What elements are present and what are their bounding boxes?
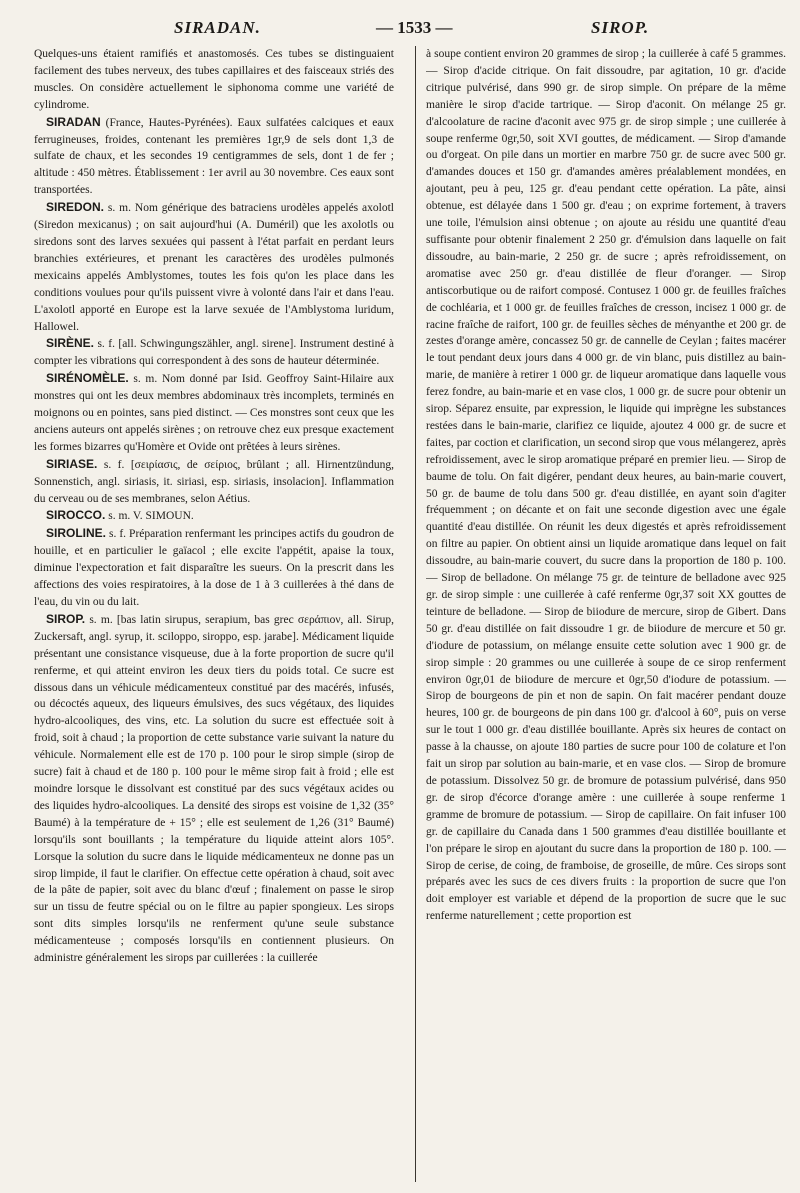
- entry-siriase: [34, 456, 394, 508]
- running-header: [24, 18, 776, 46]
- entry-text: s. f. [all. Schwingungszähler, angl. sirene]. Instrument destiné à compter les vibrations qui correspondent à des sons de hauteur déterminée.: [34, 338, 394, 368]
- entry-text: s. f. [σειρίασις, de σείριος, brûlant ; all. Hirnentzündung, Sonnenstich, angl. siriasis, it. siriasi, esp. siriasis, insolacion]. Inflammation du cerveau ou de ses membranes, selon Aétius.: [34, 458, 394, 505]
- entry-sirenomele: [34, 370, 394, 456]
- entry-siredon: [34, 199, 394, 335]
- headword: SIROCCO.: [46, 508, 106, 523]
- header-right-word: SIROP.: [591, 18, 650, 37]
- entry-sirop: [34, 611, 394, 967]
- header-left-word: SIRADAN.: [174, 18, 261, 37]
- headword: SIROP.: [46, 611, 86, 626]
- entry-sirene: [34, 335, 394, 370]
- continued-paragraph: Quelques-uns étaient ramifiés et anastomosés. Ces tubes se distinguaient facilement des tubes nerveux, des tubes capillaires et des faisceaux striés des muscles. On considère actuellement le siphonoma comme une variété de cylindrome.: [34, 48, 394, 111]
- entry-text: s. m. [bas latin sirupus, serapium, bas grec σεράπιον, all. Sirup, Zuckersaft, angl. syrup, it. sciloppo, siroppo, esp. jarabe]. Médicament liquide présentant une consistance visqueuse, due à la forte proportion de sucre qu'il renferme, et qui atteint environ les deux tiers du poids total. Ce sucre est dissous dans un véhicule médicamenteux constitué par des macérés, infusés, ou décoctés aqueux, des liqueurs émulsives, des sucs végétaux, des liquides hydro-alcooliques, des vins, etc. La solution du sucre est effectuée soit à froid, soit à chaud ; la proportion de cette substance varie suivant la nature du véhicule. Normalement elle est de 170 p. 100 pour le sirop simple (sirop de sucre) fait à chaud et de 180 p. 100 pour le même sirop fait à froid ; elle est moindre lorsque le dissolvant est constitué par des sucs végétaux acides ou des liquides hydro-alcooliques. La densité des sirops est voisine de 1,32 (35° Baumé) à la température de + 15° ; elle est seulement de 1,26 (31° Baumé) lorsqu'ils sont bouillants ; la température du liquide atteint alors 105°. Lorsque la solution du sucre dans le liquide médicamenteux ne donne pas un sirop limpide, il faut le clarifier. On effectue cette opération à chaud, soit avec de la pâte de papier, soit avec du blanc d'œuf ; finalement on passe le sirop sur un tissu de feutre spécial ou on le filtre au papier spongieux. Les sirops sont dits simples lorsqu'ils ne renferment qu'une seule substance médicamenteuse ; composés lorsqu'ils en contiennent plusieurs. On administre généralement les sirops par cuillerées : la cuillerée: [34, 613, 394, 965]
- entry-siradan: [34, 114, 394, 200]
- headword: SIRADAN: [46, 114, 101, 129]
- entry-text: s. m. Nom générique des batraciens urodèles appelés axolotl (Siredon mexicanus) ; on sait aujourd'hui (A. Duméril) que les axolotls ou siredons sont des larves sexuées qui passent à l'état parfait en perdant leurs branchies extérieures, et prenant les caractères des urodèles pulmonés mexicains appelés Amblystomes, toutes les fois qu'on les place dans les conditions voulues pour qu'ils puissent vivre à volonté dans l'air et dans l'eau. L'axolotl apporté en Europe est la larve sexuée de l'Amblystoma luridum, Hallowel.: [34, 202, 394, 333]
- entry-text: s. m. Nom donné par Isid. Geoffroy Saint-Hilaire aux monstres qui ont les deux membres abdominaux très incomplets, terminés en moignons ou en pointes, sans pied distinct. — Ces monstres sont ceux que les anciens auteurs ont appelés sirènes ; on retrouve chez eux presque exactement les formes bizarres qu'Homère et Ovide ont prêtées à leurs sirènes.: [34, 373, 394, 453]
- column-divider: [415, 46, 416, 1182]
- entry-text: s. m. V. SIMOUN.: [105, 510, 194, 523]
- entry-sirocco: [34, 507, 394, 525]
- headword: SIRÉNOMÈLE.: [46, 371, 129, 386]
- left-column: [34, 46, 394, 1182]
- headword: SIROLINE.: [46, 526, 107, 541]
- entry-text: s. f. Préparation renfermant les principes actifs du goudron de houille, et en particulier le gaïacol ; elle excite l'appétit, apaise la toux, diminue l'expectoration et fait disparaître les sueurs. On la prescrit dans les affections des voies respiratoires, à la dose de 1 à 3 cuillerées à thé dans de l'eau, du vin ou du lait.: [34, 528, 394, 608]
- headword: SIRÈNE.: [46, 336, 95, 351]
- entry-text: (France, Hautes-Pyrénées). Eaux sulfatées calciques et eaux ferrugineuses, froides, contenant les premières 1gr,9 de sels dont 1,3 de sulfate de chaux, et les secondes 19 centigrammes de sels, dont 1 de fer ; altitude : 450 mètres. Établissement : 1er avril au 30 novembre. Ces eaux sont transportées.: [34, 116, 394, 197]
- headword: SIREDON.: [46, 200, 105, 215]
- sirop-continuation: à soupe contient environ 20 grammes de sirop ; la cuillerée à café 5 grammes. — Sirop d'acide citrique. On fait dissoudre, par agitation, 10 gr. d'acide citrique pulvérisé, dans 990 gr. de sirop simple. On prépare de la même manière le sirop d'acide tartrique. — Sirop d'aconit. On mélange 25 gr. d'alcoolature de racine d'aconit avec 975 gr. de sirop simple ; une cuillerée à soupe renferme 0gr,50, soit XVI gouttes, de médicament. — Sirop d'amande ou d'orgeat. On pile dans un mortier en marbre 750 gr. de sucre avec 500 gr. d'amandes douces et 150 gr. d'amandes amères préalablement mondées, en ajoutant, peu à peu, 125 gr. d'eau pendant cette opération. La pâte, ainsi obtenue, est délayée dans 1 500 gr. d'eau ; on exprime fortement, à travers une toile, l'émulsion ainsi obtenue ; on ajoute au résidu une quantité d'eau suffisante pour obtenir finalement 2 250 gr. d'émulsion dans laquelle on fait dissoudre, au bain-marie, 2 250 gr. de sucre ; après refroidissement, on aromatise avec 250 gr. d'eau distillée de fleur d'oranger. — Sirop antiscorbutique ou de raifort composé. Contusez 1 000 gr. de feuilles fraîches de cochléaria, et 1 000 gr. de feuilles fraîches de cresson, incisez 1 000 gr. de racine fraîche de raifort, 100 gr. de feuilles sèches de ményanthe et 200 gr. de zestes d'orange amère, concassez 50 gr. de cannelle de Ceylan ; faites macérer le tout pendant deux jours dans 4 000 gr. de vin blanc, puis distillez au bain-marie, de manière à retirer 1 000 gr. de liqueur aromatique dans laquelle vous ferez fondre, au bain-marie et en vase clos, 1 000 gr. de sucre pour obtenir un sirop. Séparez ensuite, par expression, le liquide qui imprègne les substances restées dans le bain-marie, clarifiez ce liquide, ajoutez 4 000 gr. de sucre et faites, par coction et clarification, un second sirop que vous mélangerez, après refroidissement, avec le sirop aromatique préparé en premier lieu. — Sirop de baume de tolu. On fait digérer, pendant deux heures, au bain-marie couvert, 50 gr. de baume de tolu dans 500 gr. d'eau distillée, en ayant soin d'agiter fréquemment ; on décante et on fait une seconde digestion avec une égale quantité d'eau distillée. On réunit les deux digestés et après refroidissement on filtre au papier. On obtient ainsi un liquide aromatique dans lequel on fait dissoudre, au bain-marie couvert, du sucre dans la proportion de 180 p. 100. — Sirop de belladone. On mélange 75 gr. de teinture de belladone avec 925 gr. de sirop simple : une cuillerée à café renferme 0gr,37 soit XX gouttes de teinture de belladone. — Sirop de biiodure de mercure, sirop de Gibert. Dans 50 gr. d'eau distillée on fait dissoudre 1 gr. de biiodure de mercure et 50 gr. d'iodure de potassium, on mélange ensuite cette solution avec 1 900 gr. de sirop simple : 20 grammes ou une cuillerée à soupe de ce sirop renferment environ 0gr,01 de biiodure de mercure et 0gr,50 d'iodure de potassium. — Sirop de bourgeons de pin et non de sapin. On fait macérer pendant douze heures, 100 gr. de bourgeons de pin dans 100 gr. d'alcool à 60°, puis on verse sur le tout 1 000 gr. d'eau distillée bouillante. Après six heures de contact on passe à la chausse, on ajoute 180 parties de sucre pour 100 de colature et l'on fait un sirop par solution au bain-marie, et en vase clos. — Sirop de bromure de potassium. Dissolvez 50 gr. de bromure de potassium pulvérisé, dans 950 gr. de sirop d'écorce d'orange amère : une cuillerée à soupe renferme 1 gramme de bromure de potassium. — Sirop de capillaire. On fait infuser 100 gr. de capillaire du Canada dans 1 500 grammes d'eau distillée bouillante et l'on prépare le sirop en ajoutant du sucre dans la proportion de 180 p. 100. — Sirop de cerise, de coing, de framboise, de groseille, de mûre. Ces sirops sont préparés avec les sucs de ces divers fruits : la proportion de sucre que l'on doit employer est variable et dépend de la proportion de sucre que le suc renferme naturellement ; cette proportion est: [426, 48, 786, 923]
- entry-siroline: [34, 525, 394, 611]
- right-column: [426, 46, 786, 1182]
- two-column-body: [24, 46, 786, 1182]
- page-number: — 1533 —: [376, 18, 453, 37]
- headword: SIRIASE.: [46, 456, 98, 471]
